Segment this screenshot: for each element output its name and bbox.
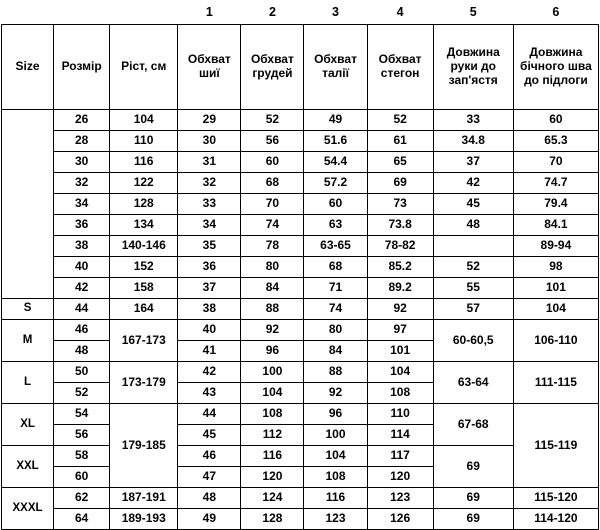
cell-seam: 104 bbox=[513, 299, 598, 320]
row-size-label: XXXL bbox=[2, 488, 54, 530]
cell-arm: 60-60,5 bbox=[433, 320, 513, 362]
cell-seam: 101 bbox=[513, 278, 598, 299]
size-chart-table bbox=[1, 0, 599, 530]
index-blank-3 bbox=[110, 0, 178, 25]
table-row bbox=[2, 488, 599, 509]
cell-rist: 173-179 bbox=[110, 362, 178, 404]
cell-rozmir: 54 bbox=[54, 404, 110, 425]
cell-rist: 128 bbox=[110, 194, 178, 215]
cell-neck: 49 bbox=[178, 509, 241, 530]
header-size: Size bbox=[2, 25, 54, 110]
cell-rozmir: 42 bbox=[54, 278, 110, 299]
cell-rozmir: 60 bbox=[54, 467, 110, 488]
cell-chest: 78 bbox=[241, 236, 304, 257]
cell-waist: 80 bbox=[304, 320, 367, 341]
cell-arm: 69 bbox=[433, 509, 513, 530]
cell-chest: 108 bbox=[241, 404, 304, 425]
cell-chest: 68 bbox=[241, 173, 304, 194]
table-row bbox=[2, 257, 599, 278]
cell-rist: 158 bbox=[110, 278, 178, 299]
cell-neck: 48 bbox=[178, 488, 241, 509]
cell-rozmir: 62 bbox=[54, 488, 110, 509]
cell-rist: 179-185 bbox=[110, 404, 178, 488]
row-size-label: XL bbox=[2, 404, 54, 446]
cell-seam: 114-120 bbox=[513, 509, 598, 530]
cell-seam: 70 bbox=[513, 152, 598, 173]
cell-rozmir: 32 bbox=[54, 173, 110, 194]
header-rozmir: Розмір bbox=[54, 25, 110, 110]
cell-chest: 74 bbox=[241, 215, 304, 236]
table-row bbox=[2, 173, 599, 194]
cell-waist: 104 bbox=[304, 446, 367, 467]
cell-hips: 52 bbox=[367, 110, 433, 131]
cell-chest: 60 bbox=[241, 152, 304, 173]
cell-arm: 42 bbox=[433, 173, 513, 194]
cell-rozmir: 40 bbox=[54, 257, 110, 278]
cell-seam: 106-110 bbox=[513, 320, 598, 362]
cell-hips: 97 bbox=[367, 320, 433, 341]
cell-arm: 37 bbox=[433, 152, 513, 173]
cell-rozmir: 44 bbox=[54, 299, 110, 320]
cell-waist: 51.6 bbox=[304, 131, 367, 152]
cell-hips: 85.2 bbox=[367, 257, 433, 278]
cell-waist: 74 bbox=[304, 299, 367, 320]
cell-rozmir: 50 bbox=[54, 362, 110, 383]
cell-rozmir: 52 bbox=[54, 383, 110, 404]
table-row bbox=[2, 152, 599, 173]
cell-seam: 89-94 bbox=[513, 236, 598, 257]
table-row bbox=[2, 404, 599, 425]
cell-arm bbox=[433, 236, 513, 257]
cell-waist: 54.4 bbox=[304, 152, 367, 173]
cell-seam: 60 bbox=[513, 110, 598, 131]
cell-chest: 96 bbox=[241, 341, 304, 362]
cell-neck: 37 bbox=[178, 278, 241, 299]
cell-arm: 45 bbox=[433, 194, 513, 215]
cell-chest: 104 bbox=[241, 383, 304, 404]
table-row bbox=[2, 215, 599, 236]
cell-chest: 116 bbox=[241, 446, 304, 467]
cell-neck: 32 bbox=[178, 173, 241, 194]
cell-neck: 33 bbox=[178, 194, 241, 215]
cell-rozmir: 30 bbox=[54, 152, 110, 173]
header-side-seam: Довжина бічного шва до підлоги bbox=[513, 25, 598, 110]
table-row bbox=[2, 236, 599, 257]
table-row bbox=[2, 446, 599, 467]
table-row bbox=[2, 194, 599, 215]
cell-seam: 79.4 bbox=[513, 194, 598, 215]
cell-waist: 49 bbox=[304, 110, 367, 131]
header-neck: Обхват шиї bbox=[178, 25, 241, 110]
cell-arm: 52 bbox=[433, 257, 513, 278]
cell-rist: 187-191 bbox=[110, 488, 178, 509]
cell-rist: 152 bbox=[110, 257, 178, 278]
cell-chest: 120 bbox=[241, 467, 304, 488]
cell-rozmir: 46 bbox=[54, 320, 110, 341]
cell-arm: 33 bbox=[433, 110, 513, 131]
cell-waist: 92 bbox=[304, 383, 367, 404]
cell-waist: 123 bbox=[304, 509, 367, 530]
cell-rist: 140-146 bbox=[110, 236, 178, 257]
cell-rist: 104 bbox=[110, 110, 178, 131]
cell-hips: 123 bbox=[367, 488, 433, 509]
cell-arm: 63-64 bbox=[433, 362, 513, 404]
cell-seam: 115-119 bbox=[513, 404, 598, 488]
cell-hips: 78-82 bbox=[367, 236, 433, 257]
cell-hips: 89.2 bbox=[367, 278, 433, 299]
cell-hips: 101 bbox=[367, 341, 433, 362]
table-row bbox=[2, 362, 599, 383]
row-size-label: L bbox=[2, 362, 54, 404]
cell-waist: 63-65 bbox=[304, 236, 367, 257]
cell-chest: 70 bbox=[241, 194, 304, 215]
table-row bbox=[2, 131, 599, 152]
cell-waist: 68 bbox=[304, 257, 367, 278]
cell-arm: 69 bbox=[433, 488, 513, 509]
cell-waist: 108 bbox=[304, 467, 367, 488]
row-size-empty bbox=[2, 110, 54, 299]
cell-waist: 60 bbox=[304, 194, 367, 215]
header-rist: Ріст, см bbox=[110, 25, 178, 110]
cell-waist: 96 bbox=[304, 404, 367, 425]
cell-rist: 116 bbox=[110, 152, 178, 173]
cell-hips: 92 bbox=[367, 299, 433, 320]
cell-seam: 74.7 bbox=[513, 173, 598, 194]
index-blank-1 bbox=[2, 0, 54, 25]
cell-arm: 48 bbox=[433, 215, 513, 236]
cell-neck: 30 bbox=[178, 131, 241, 152]
table-row bbox=[2, 110, 599, 131]
cell-waist: 116 bbox=[304, 488, 367, 509]
cell-arm: 34.8 bbox=[433, 131, 513, 152]
cell-neck: 31 bbox=[178, 152, 241, 173]
cell-hips: 114 bbox=[367, 425, 433, 446]
row-size-label: XXL bbox=[2, 446, 54, 488]
cell-chest: 128 bbox=[241, 509, 304, 530]
cell-hips: 110 bbox=[367, 404, 433, 425]
index-5: 5 bbox=[433, 0, 513, 25]
cell-rozmir: 64 bbox=[54, 509, 110, 530]
cell-hips: 117 bbox=[367, 446, 433, 467]
cell-neck: 34 bbox=[178, 215, 241, 236]
cell-hips: 65 bbox=[367, 152, 433, 173]
cell-rist: 134 bbox=[110, 215, 178, 236]
index-6: 6 bbox=[513, 0, 598, 25]
cell-waist: 57.2 bbox=[304, 173, 367, 194]
cell-hips: 61 bbox=[367, 131, 433, 152]
cell-neck: 41 bbox=[178, 341, 241, 362]
index-2: 2 bbox=[241, 0, 304, 25]
cell-neck: 36 bbox=[178, 257, 241, 278]
cell-chest: 56 bbox=[241, 131, 304, 152]
cell-neck: 35 bbox=[178, 236, 241, 257]
cell-chest: 80 bbox=[241, 257, 304, 278]
cell-neck: 40 bbox=[178, 320, 241, 341]
cell-rozmir: 28 bbox=[54, 131, 110, 152]
cell-rozmir: 58 bbox=[54, 446, 110, 467]
cell-rist: 122 bbox=[110, 173, 178, 194]
cell-waist: 63 bbox=[304, 215, 367, 236]
index-4: 4 bbox=[367, 0, 433, 25]
cell-seam: 84.1 bbox=[513, 215, 598, 236]
cell-chest: 100 bbox=[241, 362, 304, 383]
column-index-row bbox=[2, 0, 599, 25]
cell-rozmir: 26 bbox=[54, 110, 110, 131]
cell-chest: 52 bbox=[241, 110, 304, 131]
table-row bbox=[2, 509, 599, 530]
cell-neck: 46 bbox=[178, 446, 241, 467]
cell-arm: 57 bbox=[433, 299, 513, 320]
cell-chest: 84 bbox=[241, 278, 304, 299]
cell-neck: 29 bbox=[178, 110, 241, 131]
cell-rozmir: 56 bbox=[54, 425, 110, 446]
cell-chest: 124 bbox=[241, 488, 304, 509]
cell-hips: 69 bbox=[367, 173, 433, 194]
index-1: 1 bbox=[178, 0, 241, 25]
cell-rozmir: 48 bbox=[54, 341, 110, 362]
header-arm-length: Довжина руки до зап'ястя bbox=[433, 25, 513, 110]
cell-rozmir: 36 bbox=[54, 215, 110, 236]
cell-neck: 38 bbox=[178, 299, 241, 320]
cell-rist: 110 bbox=[110, 131, 178, 152]
cell-hips: 73 bbox=[367, 194, 433, 215]
cell-rozmir: 38 bbox=[54, 236, 110, 257]
cell-seam: 98 bbox=[513, 257, 598, 278]
row-size-label: M bbox=[2, 320, 54, 362]
cell-chest: 88 bbox=[241, 299, 304, 320]
cell-seam: 115-120 bbox=[513, 488, 598, 509]
cell-seam: 111-115 bbox=[513, 362, 598, 404]
header-hips: Обхват стегон bbox=[367, 25, 433, 110]
cell-rist: 164 bbox=[110, 299, 178, 320]
cell-chest: 92 bbox=[241, 320, 304, 341]
cell-waist: 100 bbox=[304, 425, 367, 446]
cell-neck: 44 bbox=[178, 404, 241, 425]
cell-hips: 104 bbox=[367, 362, 433, 383]
cell-arm: 67-68 bbox=[433, 404, 513, 446]
cell-waist: 84 bbox=[304, 341, 367, 362]
cell-seam: 65.3 bbox=[513, 131, 598, 152]
row-size-label: S bbox=[2, 299, 54, 320]
table-row bbox=[2, 278, 599, 299]
cell-waist: 71 bbox=[304, 278, 367, 299]
index-blank-2 bbox=[54, 0, 110, 25]
header-waist: Обхват талії bbox=[304, 25, 367, 110]
cell-rist: 189-193 bbox=[110, 509, 178, 530]
cell-hips: 120 bbox=[367, 467, 433, 488]
cell-rozmir: 34 bbox=[54, 194, 110, 215]
header-chest: Обхват грудей bbox=[241, 25, 304, 110]
cell-arm: 55 bbox=[433, 278, 513, 299]
cell-hips: 108 bbox=[367, 383, 433, 404]
cell-neck: 42 bbox=[178, 362, 241, 383]
cell-chest: 112 bbox=[241, 425, 304, 446]
cell-arm: 69 bbox=[433, 446, 513, 488]
index-3: 3 bbox=[304, 0, 367, 25]
cell-neck: 45 bbox=[178, 425, 241, 446]
cell-hips: 73.8 bbox=[367, 215, 433, 236]
table-row bbox=[2, 320, 599, 341]
cell-neck: 47 bbox=[178, 467, 241, 488]
cell-hips: 126 bbox=[367, 509, 433, 530]
cell-rist: 167-173 bbox=[110, 320, 178, 362]
cell-waist: 88 bbox=[304, 362, 367, 383]
cell-neck: 43 bbox=[178, 383, 241, 404]
header-row bbox=[2, 25, 599, 110]
table-row bbox=[2, 299, 599, 320]
